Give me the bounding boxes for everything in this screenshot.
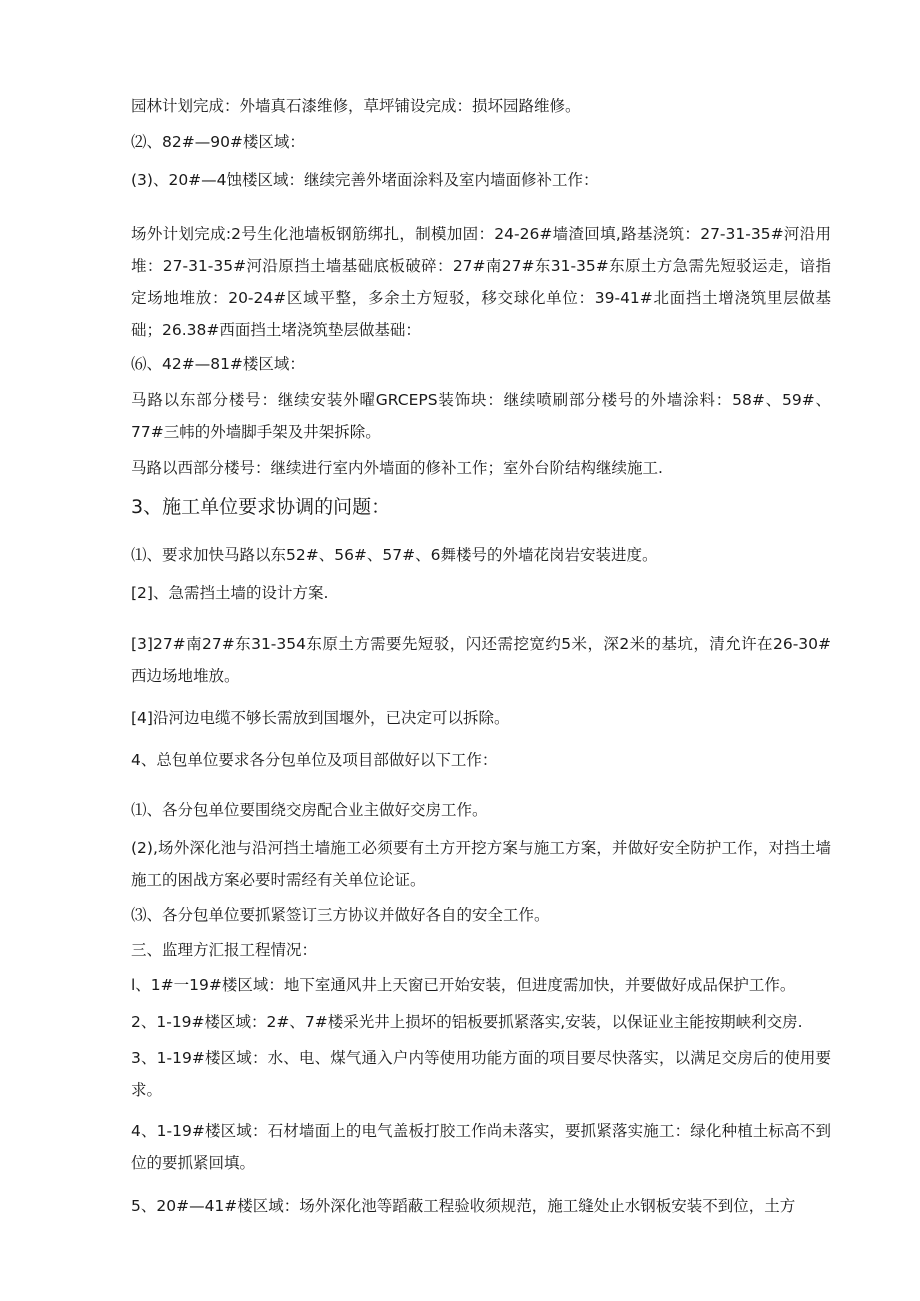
paragraph-garden: 园林计划完成：外墙真石漆维修，草坪铺设完成：损坏园路维修。 bbox=[131, 97, 581, 115]
paragraph-sup-1: l、1#一19#楼区域：地下室通风井上天窗已开始安装，但进度需加快，并要做好成品保护工作。 bbox=[131, 976, 796, 994]
paragraph-sup-2: 2、1-19#楼区域：2#、7#楼采光井上损坏的铝板要抓紧落实,安装，以保证业主能按期峡利交房. bbox=[131, 1013, 803, 1031]
paragraph-sup-4: 4、1-19#楼区域：石材墙面上的电气盖板打胶工作尚未落实，要抓紧落实施工：绿化种植土标高不到位的要抓紧回填。 bbox=[131, 1122, 831, 1172]
section-heading-4: 4、总包单位要求各分包单位及项目部做好以下工作： bbox=[131, 751, 498, 769]
paragraph-req-3: [3]27#南27#东31-354东原土方需要先短驳，闪还需挖宽约5米，深2米的基坑，清允许在26-30#西边场地堆放。 bbox=[131, 635, 831, 685]
paragraph-82-90: ⑵、82#—90#楼区域： bbox=[131, 133, 305, 151]
paragraph-site-plan: 场外计划完成:2号生化池墙板钢筋绑扎，制模加固：24-26#墙渣回填,路基浇筑：27-31-35#河沿用堆：27-31-35#河沿原挡土墙基础底板破碎：27#南27#东31-35#东原土方急需先短驳运走，谙指定场地堆放：20-24#区域平整，多余土方短驳，移交球化单位：39-41#北面挡土增浇筑里层做基础；26.38#西面挡土堵浇筑垫层做基础： bbox=[131, 225, 831, 339]
paragraph-work-3: ⑶、各分包单位要抓紧签订三方协议并做好各自的安全工作。 bbox=[131, 906, 550, 924]
paragraph-work-2: (2),场外深化池与沿河挡土墙施工必须要有土方开挖方案与施工方案，并做好安全防护工作，对挡土墙施工的困战方案必要时需经有关单位论证。 bbox=[131, 839, 831, 889]
paragraph-sup-5: 5、20#—41#楼区域：场外深化池等蹈蔽工程验收须规范，施工缝处止水钢板安装不到位，土方 bbox=[131, 1197, 796, 1215]
paragraph-20-4: (3)、20#—4蚀楼区域：继续完善外堵面涂料及室内墙面修补工作： bbox=[131, 171, 599, 189]
paragraph-work-1: ⑴、各分包单位要围绕交房配合业主做好交房工作。 bbox=[131, 801, 488, 819]
paragraph-req-4: [4]沿河边电缆不够长需放到国堰外，已决定可以拆除。 bbox=[131, 709, 510, 727]
section-heading-3: 3、施工单位要求协调的问题： bbox=[131, 496, 391, 518]
paragraph-road-east: 马路以东部分楼号：继续安装外曜GRCEPS装饰块：继续喷刷部分楼号的外墙涂料：58#、59#、77#三帏的外墙脚手架及井架拆除。 bbox=[131, 391, 831, 441]
paragraph-req-2: [2]、急需挡土墙的设计方案. bbox=[131, 584, 329, 602]
paragraph-road-west: 马路以西部分楼号：继续进行室内外墙面的修补工作；室外台阶结构继续施工. bbox=[131, 459, 663, 477]
paragraph-sup-3: 3、1-19#楼区域：水、电、煤气通入户内等使用功能方面的项目要尽快落实，以满足交房后的使用要求。 bbox=[131, 1049, 831, 1099]
paragraph-42-81: ⑹、42#—81#楼区域： bbox=[131, 355, 305, 373]
paragraph-req-1: ⑴、要求加快马路以东52#、56#、57#、6舞楼号的外墙花岗岩安装进度。 bbox=[131, 546, 658, 564]
section-heading-supervision: 三、监理方汇报工程情况： bbox=[131, 941, 318, 959]
